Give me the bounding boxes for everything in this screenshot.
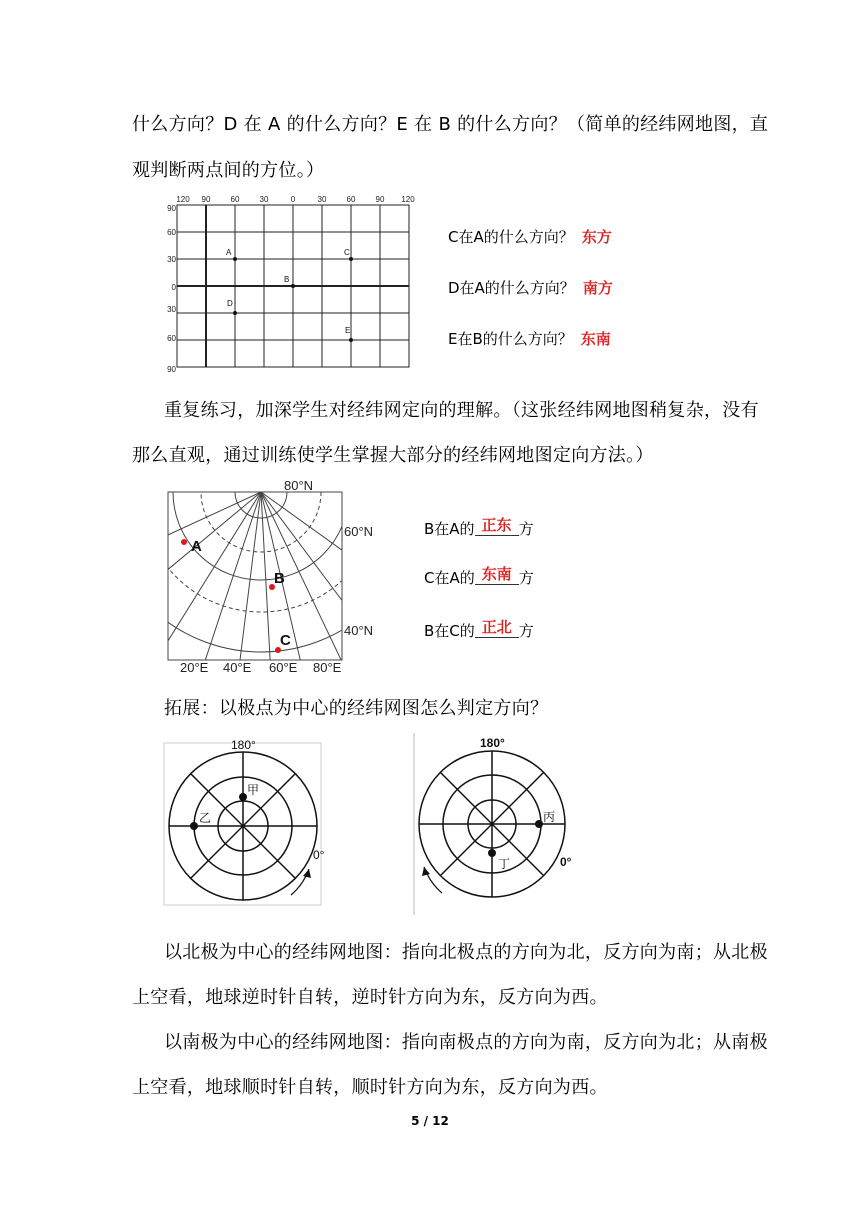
point-a-label: A xyxy=(191,538,202,555)
lon-label: 90 xyxy=(201,195,211,204)
fill-blank-item: B在C的 正北 方 xyxy=(424,618,534,640)
grid-latlon-map xyxy=(164,193,424,375)
curved-graticule-map xyxy=(166,476,378,676)
point-e-dot xyxy=(349,338,353,342)
paragraph-line: 上空看，地球逆时针自转，逆时针方向为东，反方向为西。 xyxy=(132,987,608,1008)
point-e-label: E xyxy=(345,326,351,335)
lat-label-60n: 60°N xyxy=(344,524,374,539)
paragraph-line: 以北极为中心的经纬网地图：指向北极点的方向为北，反方向为南；从北极 xyxy=(164,942,768,963)
paragraph-line: 什么方向？D 在 A 的什么方向？E 在 B 的什么方向？（简单的经纬网地图，直 xyxy=(132,114,769,135)
lon-label: 20°E xyxy=(180,660,209,675)
lon-label-0: 0° xyxy=(560,855,572,869)
point-a-dot xyxy=(233,257,237,261)
lon-label: 90 xyxy=(375,195,385,204)
point-b-label: B xyxy=(274,570,285,587)
paragraph-line: 拓展：以极点为中心的经纬网图怎么判定方向？ xyxy=(164,698,549,719)
answer: 南方 xyxy=(582,279,613,297)
lon-label: 120 xyxy=(401,195,415,204)
point-yi-label: 乙 xyxy=(199,811,212,825)
lat-label: 0 xyxy=(171,283,176,292)
point-a-dot xyxy=(181,539,187,545)
point-bing-dot xyxy=(535,820,543,828)
lat-label: 30 xyxy=(167,255,176,264)
point-d-dot xyxy=(233,311,237,315)
lat-label-80n: 80°N xyxy=(284,478,314,493)
lon-label: 80°E xyxy=(313,660,342,675)
lat-label: 60 xyxy=(167,228,176,237)
lat-label: 90 xyxy=(167,204,176,213)
polar-map-south xyxy=(412,733,576,915)
lon-label: 60°E xyxy=(269,660,298,675)
point-c-label: C xyxy=(280,632,291,649)
point-c-dot xyxy=(349,257,353,261)
lon-label-180: 180° xyxy=(480,736,505,750)
fill-blank-item: B在A的 正东 方 xyxy=(424,516,534,538)
lon-label: 30 xyxy=(317,195,327,204)
answer: 东南 xyxy=(580,330,611,348)
question-item: E在B的什么方向？ 东南 xyxy=(448,330,611,348)
paragraph-line: 观判断两点间的方位。） xyxy=(132,160,325,181)
point-yi-dot xyxy=(190,822,198,830)
lat-label-40n: 40°N xyxy=(344,623,374,638)
lon-label: 30 xyxy=(259,195,269,204)
point-jia-dot xyxy=(239,793,247,801)
point-jia-label: 甲 xyxy=(247,783,260,797)
point-bing-label: 丙 xyxy=(543,810,556,824)
paragraph-line: 那么直观，通过训练使学生掌握大部分的经纬网地图定向方法。） xyxy=(132,445,654,466)
lon-label-180: 180° xyxy=(231,738,256,752)
lon-label: 60 xyxy=(230,195,240,204)
lon-label: 120 xyxy=(176,195,190,204)
question-item: D在A的什么方向？ 南方 xyxy=(448,279,613,297)
polar-map-north xyxy=(163,735,323,907)
paragraph-line: 以南极为中心的经纬网地图：指向南极点的方向为南，反方向为北；从南极 xyxy=(164,1032,768,1053)
lat-label: 30 xyxy=(167,305,176,314)
lon-label: 40°E xyxy=(223,660,252,675)
point-b-dot xyxy=(291,284,295,288)
paragraph-line: 上空看，地球顺时针自转，顺时针方向为东，反方向为西。 xyxy=(132,1077,608,1098)
point-c-label: C xyxy=(344,248,350,257)
point-b-label: B xyxy=(284,275,290,284)
answer-blank: 正东 xyxy=(475,514,519,536)
lat-label: 60 xyxy=(167,334,176,343)
answer-blank: 东南 xyxy=(475,563,519,585)
point-d-label: D xyxy=(227,299,233,308)
point-ding-dot xyxy=(488,849,496,857)
page-number: 5 / 12 xyxy=(411,1114,449,1128)
lon-label-0: 0° xyxy=(313,848,325,862)
lon-label: 0 xyxy=(290,195,296,204)
fill-blank-item: C在A的 东南 方 xyxy=(424,565,534,587)
paragraph-line: 重复练习，加深学生对经纬网定向的理解。（这张经纬网地图稍复杂，没有 xyxy=(164,400,759,421)
question-item: C在A的什么方向？ 东方 xyxy=(448,228,612,246)
lat-label: 90 xyxy=(167,365,176,374)
answer: 东方 xyxy=(581,228,612,246)
lon-label: 60 xyxy=(346,195,356,204)
answer-blank: 正北 xyxy=(475,616,519,638)
point-a-label: A xyxy=(226,248,232,257)
point-ding-label: 丁 xyxy=(498,857,511,871)
